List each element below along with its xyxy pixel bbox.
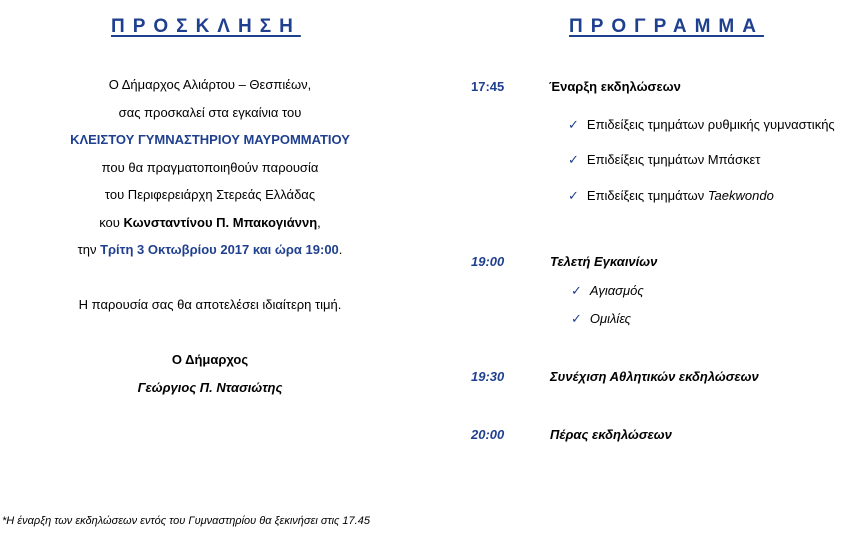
program-time: 19:30 [471,369,505,384]
gym-name: ΚΛΕΙΣΤΟΥ ΓΥΜΝΑΣΤΗΡΙΟΥ ΜΑΥΡΟΜΜΑΤΙΟΥ [70,132,350,147]
subitem-text: Επιδείξεις τμημάτων [586,188,708,203]
comma: , [317,214,321,230]
check-icon: ✓ [568,117,579,132]
invitation-heading: ΠΡΟΣΚΛΗΣΗ [111,16,301,37]
invitation-line-1: Ο Δήμαρχος Αλιάρτου – Θεσπιέων, [108,77,312,92]
invitation-text [20,78,400,408]
subitem-text: Αγιασμός [589,283,644,298]
guest-name: Κωνσταντίνου Π. Μπακογιάννη [123,214,318,230]
invitation-line-5: του Περιφερειάρχη Στερεάς Ελλάδας [104,187,316,202]
program-subitem [571,311,631,327]
event-date: Τρίτη 3 Οκτωβρίου 2017 και ώρα 19:00 [100,242,339,257]
subitem-text-italic: Taekwondo [707,188,774,203]
program-title: Τελετή Εγκαινίων [550,254,658,269]
signature-name: Γεώργιος Π. Ντασιώτης [137,379,283,395]
program-title: Συνέχιση Αθλητικών εκδηλώσεων [550,369,759,384]
program-subitem [568,117,835,133]
invitation-line-2: σας προσκαλεί στα εγκαίνια του [118,104,302,120]
invitation-line-8: Η παρουσία σας θα αποτελέσει ιδιαίτερη τιμή. [78,296,342,312]
program-subitem [568,188,774,204]
check-icon: ✓ [571,311,582,326]
check-icon: ✓ [571,283,582,298]
date-prefix: την [77,242,101,257]
check-icon: ✓ [568,152,579,167]
signature-title: Ο Δήμαρχος [171,352,249,367]
program-title: Πέρας εκδηλώσεων [550,427,672,442]
honorific: κου [99,214,124,230]
footnote: *Η έναρξη των εκδηλώσεων εντός του Γυμναστηρίου θα ξεκινήσει στις 17.45 [2,515,370,527]
period: . [338,242,343,257]
invitation-line-7 [20,243,400,271]
check-icon: ✓ [568,188,579,203]
program-heading: ΠΡΟΓΡΑΜΜΑ [569,16,764,37]
invitation-line-4: που θα πραγματοποιηθούν παρουσία [101,159,319,175]
program-time: 20:00 [471,427,505,442]
invitation-line-6 [20,216,400,244]
subitem-text: Ομιλίες [589,311,632,326]
program-subitem [568,152,760,168]
program-title: Έναρξη εκδηλώσεων [549,79,681,94]
program-time: 19:00 [471,254,505,269]
subitem-text: Επιδείξεις τμημάτων ρυθμικής γυμναστικής [586,117,835,132]
program-subitem [571,283,644,299]
subitem-text: Επιδείξεις τμημάτων Μπάσκετ [586,152,761,167]
program-time: 17:45 [471,79,505,94]
